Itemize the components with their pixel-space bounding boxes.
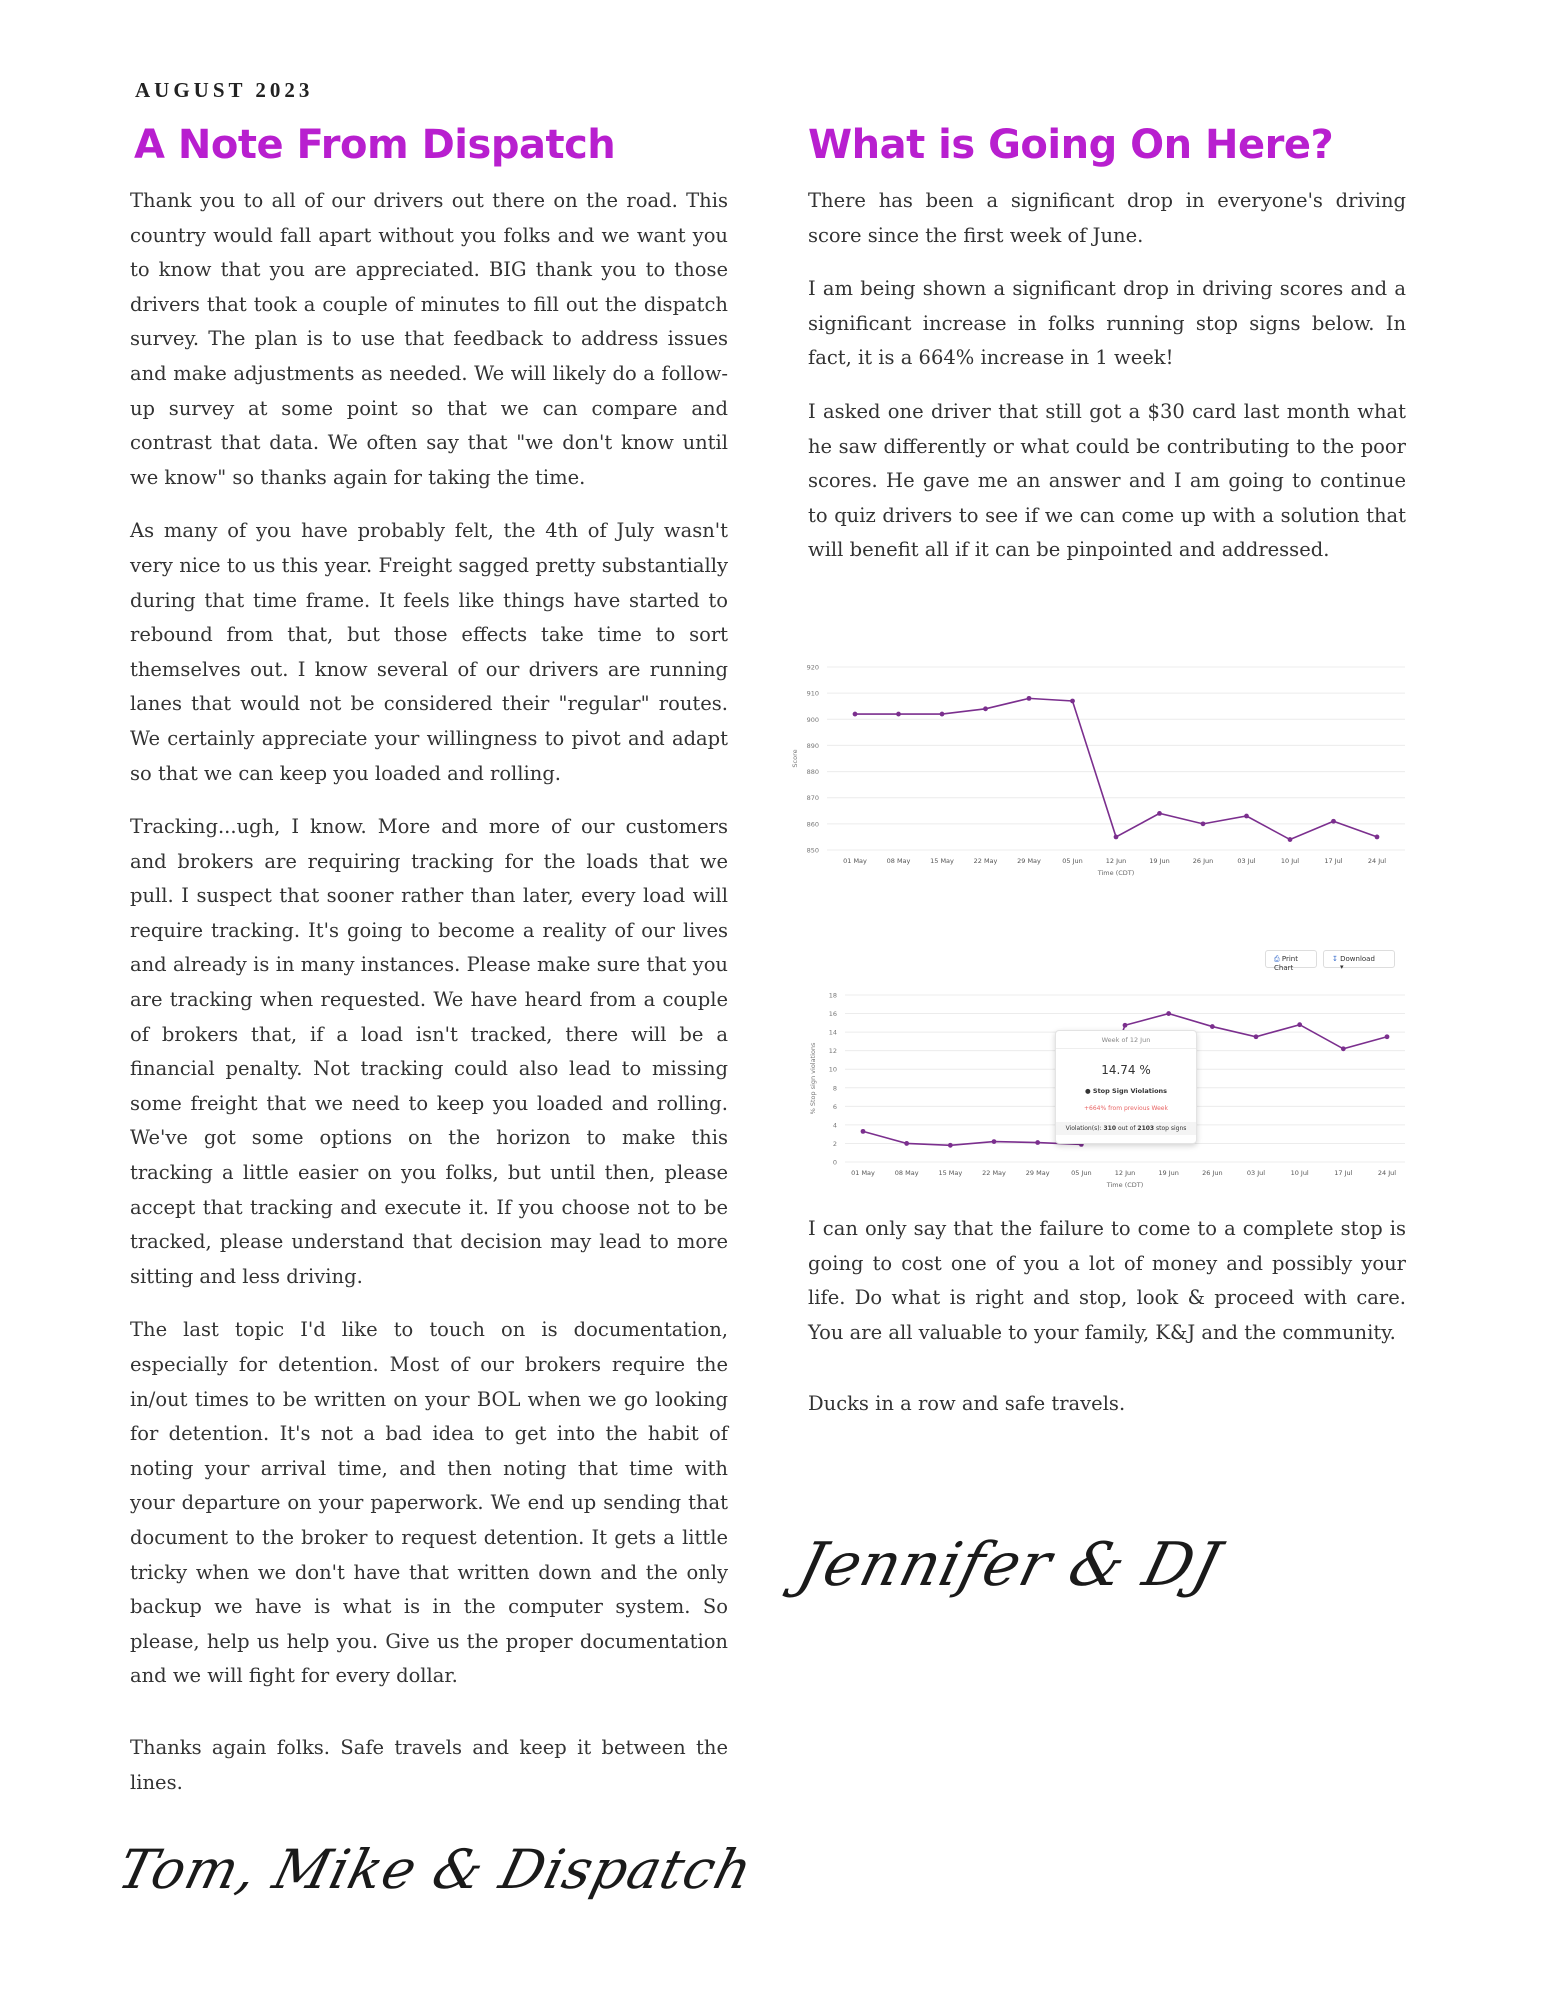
x-tick-label: 26 Jun bbox=[1192, 857, 1214, 865]
data-point bbox=[1201, 821, 1206, 826]
y-tick-label: 850 bbox=[806, 846, 819, 855]
x-axis-label: Time (CDT) bbox=[1097, 869, 1135, 877]
x-tick-label: 12 Jun bbox=[1105, 857, 1127, 865]
x-axis-label: Time (CDT) bbox=[1106, 1181, 1144, 1189]
y-tick-label: 2 bbox=[832, 1139, 837, 1148]
left-paragraph-1: Thank you to all of our drivers out there on the road. This country would fall apart without you folks and we want you to know that you are appreciated. BIG thank you to those drivers that took a couple of minutes to fill out the dispatch survey. The plan is to use that feedback to address issues and make adjustments as needed. We will likely do a follow-up survey at some point so that we can compare and contrast that data. We often say that "we don't know until we know" so thanks again for taking the time. bbox=[130, 189, 728, 489]
right-paragraph-1: There has been a significant drop in everyone's driving score since the first week of June. bbox=[808, 189, 1406, 247]
tooltip-value: 14.74 % bbox=[1101, 1063, 1151, 1077]
y-tick-label: 14 bbox=[828, 1028, 837, 1037]
data-point bbox=[1070, 699, 1075, 704]
data-point bbox=[940, 712, 945, 717]
data-point bbox=[983, 706, 988, 711]
x-tick-label: 19 Jun bbox=[1149, 857, 1170, 865]
x-tick-label: 17 Jul bbox=[1334, 1169, 1353, 1177]
y-tick-label: 12 bbox=[828, 1047, 837, 1056]
data-point bbox=[1385, 1034, 1390, 1039]
driving-score-svg bbox=[785, 655, 1410, 880]
x-tick-label: 01 May bbox=[843, 857, 867, 865]
driving-score-chart bbox=[785, 655, 1410, 880]
tooltip-header: Week of 12 Jun bbox=[1056, 1031, 1196, 1049]
data-point bbox=[1114, 835, 1119, 840]
right-title: What is Going On Here? bbox=[808, 122, 1334, 168]
download-label: Download bbox=[1340, 955, 1375, 963]
data-point bbox=[1375, 835, 1380, 840]
left-column bbox=[130, 122, 728, 1819]
chart-tooltip bbox=[1055, 1030, 1197, 1144]
x-tick-label: 29 May bbox=[1017, 857, 1041, 865]
data-point bbox=[1166, 1011, 1171, 1016]
data-point bbox=[1035, 1140, 1040, 1145]
left-paragraph-3: Tracking...ugh, I know. More and more of our customers and brokers are requiring tracking for the loads that we pull. I suspect that sooner rather than later, every load will require tracking. It's going to become a reality of our lives and already is in many instances. Please make sure that you are tracking when requested. We have heard from a couple of brokers that, if a load isn't tracked, there will be a financial penalty. Not tracking could also lead to missing some freight that we need to keep you loaded and rolling. We've got some options on the horizon to make this tracking a little easier on you folks, but until then, please accept that tracking and execute it. If you choose not to be tracked, please understand that decision may lead to more sitting and less driving. bbox=[130, 815, 728, 1288]
x-tick-label: 22 May bbox=[973, 857, 998, 865]
tooltip-series bbox=[1056, 1087, 1196, 1095]
x-tick-label: 15 May bbox=[938, 1169, 963, 1177]
y-tick-label: 10 bbox=[828, 1065, 837, 1074]
tooltip-change: +664% from previous Week bbox=[1084, 1105, 1168, 1112]
right-paragraph-after-charts: I can only say that the failure to come to a complete stop is going to cost one of you a lot of money and possibly your life. Do what is right and stop, look & proceed with care. You are all valuable to your family, K&J and the community. bbox=[808, 1217, 1406, 1344]
left-paragraph-2: As many of you have probably felt, the 4th of July wasn't very nice to us this year. Freight sagged pretty substantially during that time frame. It feels like things have started to rebound from that, but those effects take time to sort themselves out. I know several of our drivers are running lanes that would not be considered their "regular" routes. We certainly appreciate your willingness to pivot and adapt so that we can keep you loaded and rolling. bbox=[130, 519, 728, 785]
left-closing: Thanks again folks. Safe travels and keep it between the lines. bbox=[130, 1735, 728, 1794]
x-tick-label: 22 May bbox=[982, 1169, 1006, 1177]
right-paragraph-2: I am being shown a significant drop in driving scores and a significant increase in folks running stop signs below. In fact, it is a 664% increase in 1 week! bbox=[808, 277, 1406, 370]
y-tick-label: 18 bbox=[828, 991, 837, 1000]
x-tick-label: 29 May bbox=[1025, 1169, 1050, 1177]
y-tick-label: 16 bbox=[828, 1010, 837, 1019]
y-axis-label: Score bbox=[791, 749, 799, 768]
y-tick-label: 870 bbox=[806, 794, 819, 803]
x-tick-label: 08 May bbox=[886, 857, 911, 865]
x-tick-label: 08 May bbox=[894, 1169, 919, 1177]
download-button[interactable] bbox=[1323, 950, 1395, 971]
data-point bbox=[1210, 1024, 1215, 1029]
data-point bbox=[1254, 1034, 1259, 1039]
stop-sign-chart bbox=[785, 950, 1410, 1195]
printer-icon: ⎙ bbox=[1274, 955, 1280, 963]
left-paragraph-4: The last topic I'd like to touch on is documentation, especially for detention. Most of our brokers require the in/out times to be written on your BOL when we go looking for detention. It's not a bad idea to get into the habit of noting your arrival time, and then noting that time with your departure on your paperwork. We end up sending that document to the broker to request detention. It gets a little tricky when we don't have that written down and the only backup we have is what is in the computer system. So please, help us help you. Give us the proper documentation and we will fight for every dollar. bbox=[130, 1318, 728, 1688]
print-chart-label: Print Chart bbox=[1274, 955, 1298, 972]
x-tick-label: 03 Jul bbox=[1246, 1169, 1266, 1177]
y-tick-label: 8 bbox=[832, 1084, 837, 1093]
right-closing: Ducks in a row and safe travels. bbox=[808, 1392, 1126, 1416]
data-point bbox=[1288, 837, 1293, 842]
y-tick-label: 4 bbox=[832, 1121, 837, 1130]
data-point bbox=[1297, 1022, 1302, 1027]
y-tick-label: 890 bbox=[806, 741, 819, 750]
tooltip-series-label: Stop Sign Violations bbox=[1092, 1087, 1168, 1095]
x-tick-label: 17 Jul bbox=[1324, 857, 1343, 865]
y-tick-label: 6 bbox=[832, 1102, 837, 1111]
data-point bbox=[1157, 811, 1162, 816]
data-point bbox=[992, 1139, 997, 1144]
x-tick-label: 05 Jun bbox=[1071, 1169, 1092, 1177]
data-point bbox=[1123, 1023, 1128, 1028]
right-column bbox=[808, 122, 1406, 587]
issue-date: AUGUST 2023 bbox=[135, 78, 314, 102]
data-point bbox=[1331, 819, 1336, 824]
y-tick-label: 920 bbox=[806, 663, 819, 672]
data-point bbox=[948, 1143, 953, 1148]
series-dot-icon: ● bbox=[1084, 1087, 1091, 1095]
y-tick-label: 900 bbox=[806, 715, 819, 724]
chevron-down-icon: ▾ bbox=[1340, 963, 1344, 971]
x-tick-label: 10 Jul bbox=[1290, 1169, 1309, 1177]
right-column-bottom bbox=[808, 1212, 1406, 1441]
x-tick-label: 24 Jul bbox=[1377, 1169, 1397, 1177]
x-tick-label: 10 Jul bbox=[1280, 857, 1300, 865]
y-tick-label: 860 bbox=[806, 820, 819, 829]
tooltip-violations: Violation(s): 310 out of 2103 stop signs bbox=[1056, 1122, 1196, 1135]
x-tick-label: 03 Jul bbox=[1237, 857, 1256, 865]
data-point bbox=[861, 1129, 866, 1134]
right-paragraph-3: I asked one driver that still got a $30 card last month what he saw differently or what could be contributing to the poor scores. He gave me an answer and I am going to continue to quiz drivers to see if we can come up with a solution that will benefit all if it can be pinpointed and addressed. bbox=[808, 399, 1406, 562]
y-tick-label: 0 bbox=[832, 1158, 837, 1167]
download-icon: ↧ bbox=[1332, 955, 1338, 963]
data-point bbox=[853, 712, 858, 717]
data-point bbox=[1244, 814, 1249, 819]
y-tick-label: 880 bbox=[806, 768, 819, 777]
x-tick-label: 24 Jul bbox=[1367, 857, 1387, 865]
signature-jennifer-dj: Jennifer & DJ bbox=[791, 1530, 1228, 1600]
left-title: A Note From Dispatch bbox=[134, 122, 616, 168]
y-tick-label: 910 bbox=[806, 689, 819, 698]
print-chart-button[interactable] bbox=[1265, 950, 1317, 972]
x-tick-label: 12 Jun bbox=[1114, 1169, 1136, 1177]
data-point bbox=[1027, 696, 1032, 701]
x-tick-label: 19 Jun bbox=[1158, 1169, 1179, 1177]
x-tick-label: 26 Jun bbox=[1202, 1169, 1223, 1177]
data-point bbox=[904, 1141, 909, 1146]
signature-tom-mike-dispatch: Tom, Mike & Dispatch bbox=[112, 1838, 760, 1901]
data-point bbox=[896, 712, 901, 717]
data-point bbox=[1341, 1046, 1346, 1051]
y-axis-label: % Stop sign violations bbox=[809, 1042, 817, 1115]
x-tick-label: 15 May bbox=[930, 857, 954, 865]
x-tick-label: 05 Jun bbox=[1062, 857, 1083, 865]
x-tick-label: 01 May bbox=[851, 1169, 875, 1177]
